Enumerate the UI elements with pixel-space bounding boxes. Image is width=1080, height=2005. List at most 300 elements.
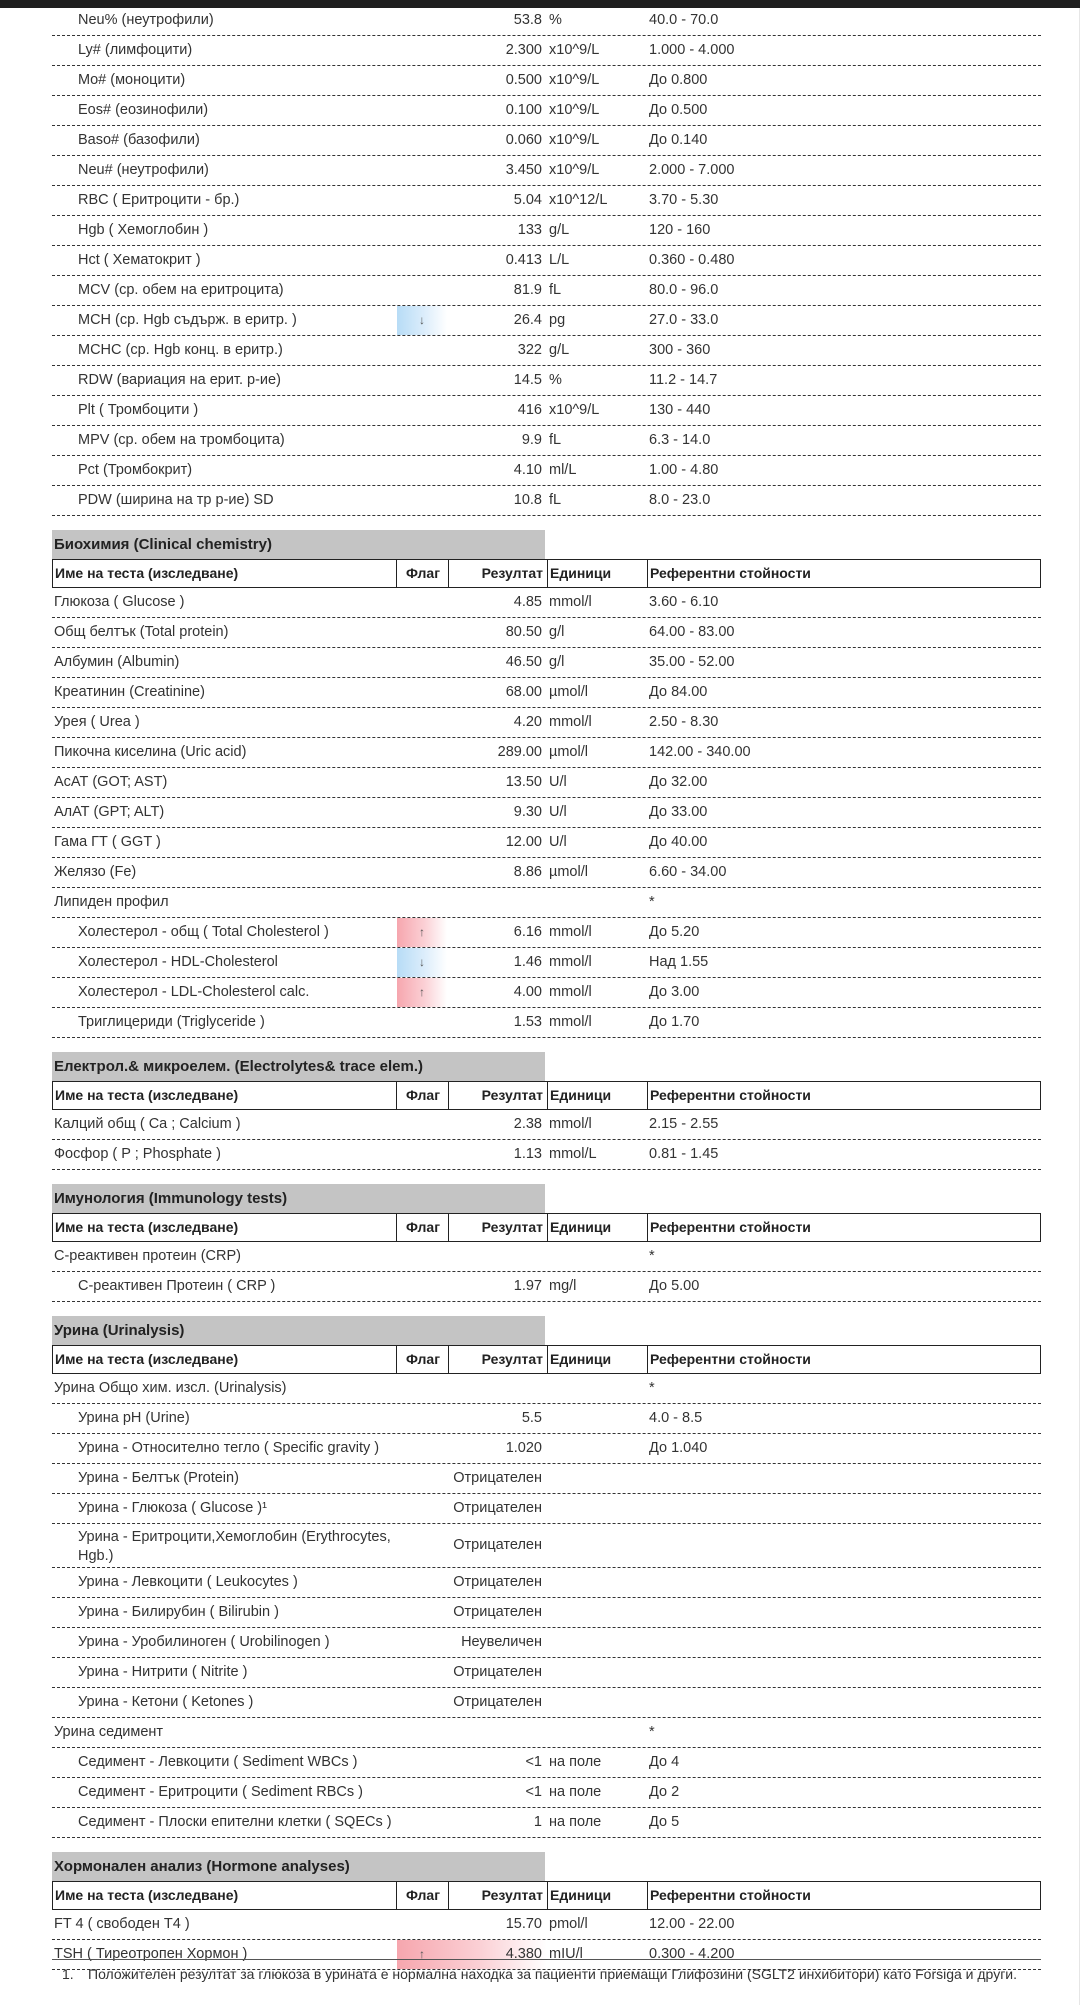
header-flag: Флаг xyxy=(405,1887,441,1903)
reference-range: 3.60 - 6.10 xyxy=(649,594,719,610)
table-row xyxy=(52,828,1041,858)
test-name: Урина - Нитрити ( Nitrite ) xyxy=(78,1664,248,1680)
result-value: 0.413 xyxy=(505,252,542,268)
header-name: Име на теста (изследване) xyxy=(55,1087,239,1103)
result-value: 1 xyxy=(533,1814,542,1830)
test-name: Урея ( Urea ) xyxy=(54,714,140,730)
result-unit: mmol/l xyxy=(549,984,592,1000)
flag-high-icon: ↑ xyxy=(397,918,447,947)
table-row xyxy=(52,426,1041,456)
test-name: АлАТ (GPT; ALT) xyxy=(54,804,165,820)
reference-range: * xyxy=(649,894,655,910)
result-unit: mIU/l xyxy=(549,1946,583,1962)
table-row xyxy=(52,1242,1041,1272)
footnote-divider xyxy=(52,1959,1041,1960)
reference-range: До 3.00 xyxy=(649,984,700,1000)
result-value: 8.86 xyxy=(513,864,542,880)
reference-range: 27.0 - 33.0 xyxy=(649,312,719,328)
column-divider xyxy=(547,1882,548,1909)
test-name: Урина Общо хим. изсл. (Urinalysis) xyxy=(54,1380,287,1396)
reference-range: 12.00 - 22.00 xyxy=(649,1916,735,1932)
reference-range: 0.81 - 1.45 xyxy=(649,1146,719,1162)
table-row xyxy=(52,276,1041,306)
table-row xyxy=(52,1748,1041,1778)
result-text: Отрицателен xyxy=(453,1694,542,1710)
table-row xyxy=(52,1494,1041,1524)
table-row xyxy=(52,768,1041,798)
result-value: 15.70 xyxy=(505,1916,542,1932)
reference-range: До 0.140 xyxy=(649,132,708,148)
result-value: 3.450 xyxy=(505,162,542,178)
result-value: 5.5 xyxy=(521,1410,542,1426)
reference-range: До 32.00 xyxy=(649,774,708,790)
result-unit: ml/L xyxy=(549,462,577,478)
header-unit: Единици xyxy=(550,565,612,581)
test-name: С-реактивен Протеин ( CRP ) xyxy=(78,1278,276,1294)
result-value: 1.020 xyxy=(505,1440,542,1456)
table-row xyxy=(52,1910,1041,1940)
column-divider xyxy=(647,1214,648,1241)
result-unit: µmol/l xyxy=(549,744,588,760)
section-title: Имунология (Immunology tests) xyxy=(52,1184,545,1213)
result-value: <1 xyxy=(525,1754,542,1770)
test-name: Седимент - Плоски епителни клетки ( SQECs ) xyxy=(78,1814,392,1830)
column-divider xyxy=(547,1214,548,1241)
table-header xyxy=(52,1081,1041,1110)
reference-range: 2.15 - 2.55 xyxy=(649,1116,719,1132)
column-divider xyxy=(448,1082,449,1109)
column-divider xyxy=(647,1082,648,1109)
test-name: Холестерол - LDL-Cholesterol calc. xyxy=(78,984,310,1000)
result-unit: µmol/l xyxy=(549,684,588,700)
result-unit: x10^9/L xyxy=(549,162,600,178)
table-row xyxy=(52,1524,1041,1568)
result-unit: mmol/l xyxy=(549,954,592,970)
table-row xyxy=(52,396,1041,426)
reference-range: Над 1.55 xyxy=(649,954,709,970)
test-name: Mo# (моноцити) xyxy=(78,72,186,88)
result-unit: fL xyxy=(549,432,562,448)
table-row xyxy=(52,858,1041,888)
reference-range: 0.300 - 4.200 xyxy=(649,1946,735,1962)
flag-low-icon: ↓ xyxy=(397,948,447,977)
result-value: 4.20 xyxy=(513,714,542,730)
test-name: Общ белтък (Total protein) xyxy=(54,624,229,640)
test-name: Урина - Еритроцити,Хемоглобин (Erythrocytes, Hgb.) xyxy=(78,1529,391,1564)
report-section xyxy=(52,1316,1041,1838)
test-name: Урина - Билирубин ( Bilirubin ) xyxy=(78,1604,279,1620)
result-value: 1.13 xyxy=(513,1146,542,1162)
reference-range: До 1.040 xyxy=(649,1440,708,1456)
report-section xyxy=(52,1184,1041,1302)
header-flag: Флаг xyxy=(405,1351,441,1367)
header-name: Име на теста (изследване) xyxy=(55,1219,239,1235)
reference-range: До 33.00 xyxy=(649,804,708,820)
test-name: Урина седимент xyxy=(54,1724,164,1740)
test-name: Холестерол - общ ( Total Cholesterol ) xyxy=(78,924,329,940)
test-name: MCV (ср. обем на еритроцита) xyxy=(78,282,284,298)
column-divider xyxy=(647,1882,648,1909)
table-row xyxy=(52,246,1041,276)
result-value: 4.00 xyxy=(513,984,542,1000)
table-row xyxy=(52,186,1041,216)
header-name: Име на теста (изследване) xyxy=(55,1887,239,1903)
test-name: Калций общ ( Ca ; Calcium ) xyxy=(54,1116,241,1132)
table-row xyxy=(52,1374,1041,1404)
table-row xyxy=(52,1140,1041,1170)
section-title: Урина (Urinalysis) xyxy=(52,1316,545,1345)
result-value: 6.16 xyxy=(513,924,542,940)
test-name: С-реактивен протеин (CRP) xyxy=(54,1248,241,1264)
header-unit: Единици xyxy=(550,1887,612,1903)
table-row xyxy=(52,66,1041,96)
result-text: Отрицателен xyxy=(453,1500,542,1516)
test-name: Албумин (Albumin) xyxy=(54,654,180,670)
result-unit: mg/l xyxy=(549,1278,577,1294)
result-value: 4.85 xyxy=(513,594,542,610)
reference-range: 2.000 - 7.000 xyxy=(649,162,735,178)
result-unit: на поле xyxy=(549,1814,602,1830)
header-result: Резултат xyxy=(481,565,543,581)
reference-range: До 84.00 xyxy=(649,684,708,700)
result-value: 1.97 xyxy=(513,1278,542,1294)
footnote-number: 1. xyxy=(62,1966,74,1982)
table-header xyxy=(52,1881,1041,1910)
result-value: 14.5 xyxy=(513,372,542,388)
result-value: 53.8 xyxy=(513,12,542,28)
header-unit: Единици xyxy=(550,1351,612,1367)
test-name: FT 4 ( свободен Т4 ) xyxy=(54,1916,190,1932)
result-value: 81.9 xyxy=(513,282,542,298)
result-unit: mmol/l xyxy=(549,594,592,610)
reference-range: 120 - 160 xyxy=(649,222,711,238)
result-value: 68.00 xyxy=(505,684,542,700)
table-row xyxy=(52,1688,1041,1718)
table-row xyxy=(52,1434,1041,1464)
result-value: 1.53 xyxy=(513,1014,542,1030)
column-divider xyxy=(547,560,548,587)
result-value: 416 xyxy=(517,402,542,418)
reference-range: 300 - 360 xyxy=(649,342,711,358)
header-ref: Референтни стойности xyxy=(650,1887,811,1903)
test-name: Глюкоза ( Glucose ) xyxy=(54,594,185,610)
table-row xyxy=(52,126,1041,156)
result-unit: pg xyxy=(549,312,566,328)
test-name: RBC ( Еритроцити - бр.) xyxy=(78,192,240,208)
result-value: 46.50 xyxy=(505,654,542,670)
test-name: Neu% (неутрофили) xyxy=(78,12,214,28)
result-text: Отрицателен xyxy=(453,1537,542,1553)
table-row xyxy=(52,486,1041,516)
result-value: 5.04 xyxy=(513,192,542,208)
test-name: Гама ГТ ( GGT ) xyxy=(54,834,161,850)
result-value: 80.50 xyxy=(505,624,542,640)
table-row xyxy=(52,738,1041,768)
table-header xyxy=(52,1345,1041,1374)
result-value: 1.46 xyxy=(513,954,542,970)
result-text: Отрицателен xyxy=(453,1664,542,1680)
result-value: 26.4 xyxy=(513,312,542,328)
reference-range: До 1.70 xyxy=(649,1014,700,1030)
column-divider xyxy=(396,1346,397,1373)
reference-range: 6.60 - 34.00 xyxy=(649,864,727,880)
table-row xyxy=(52,1272,1041,1302)
header-unit: Единици xyxy=(550,1219,612,1235)
reference-range: До 0.800 xyxy=(649,72,708,88)
flag-high-icon: ↑ xyxy=(397,978,447,1007)
result-unit: % xyxy=(549,372,562,388)
table-header xyxy=(52,1213,1041,1242)
table-row xyxy=(52,1404,1041,1434)
test-name: PDW (ширина на тр р-ие) SD xyxy=(78,492,274,508)
table-row xyxy=(52,336,1041,366)
header-ref: Референтни стойности xyxy=(650,565,811,581)
column-divider xyxy=(448,1882,449,1909)
test-name: Триглицериди (Triglyceride ) xyxy=(78,1014,265,1030)
header-name: Име на теста (изследване) xyxy=(55,1351,239,1367)
column-divider xyxy=(396,1082,397,1109)
result-value: 0.500 xyxy=(505,72,542,88)
reference-range: 0.360 - 0.480 xyxy=(649,252,735,268)
reference-range: 2.50 - 8.30 xyxy=(649,714,719,730)
table-row xyxy=(52,36,1041,66)
test-name: Желязо (Fe) xyxy=(54,864,137,880)
header-ref: Референтни стойности xyxy=(650,1219,811,1235)
column-divider xyxy=(396,1882,397,1909)
table-row xyxy=(52,6,1041,36)
test-name: Пикочна киселина (Uric acid) xyxy=(54,744,247,760)
reference-range: 142.00 - 340.00 xyxy=(649,744,751,760)
table-row xyxy=(52,1110,1041,1140)
test-name: Седимент - Левкоцити ( Sediment WBCs ) xyxy=(78,1754,358,1770)
column-divider xyxy=(647,560,648,587)
result-unit: x10^9/L xyxy=(549,402,600,418)
test-name: Eos# (еозинофили) xyxy=(78,102,209,118)
header-ref: Референтни стойности xyxy=(650,1351,811,1367)
result-unit: g/l xyxy=(549,624,565,640)
header-name: Име на теста (изследване) xyxy=(55,565,239,581)
report-section xyxy=(52,1052,1041,1170)
result-unit: mmol/l xyxy=(549,714,592,730)
header-unit: Единици xyxy=(550,1087,612,1103)
column-divider xyxy=(547,1346,548,1373)
result-value: 0.100 xyxy=(505,102,542,118)
result-unit: pmol/l xyxy=(549,1916,588,1932)
reference-range: 6.3 - 14.0 xyxy=(649,432,711,448)
test-name: MCHC (ср. Hgb конц. в еритр.) xyxy=(78,342,283,358)
test-name: RDW (вариация на ерит. р-ие) xyxy=(78,372,281,388)
result-value: 289.00 xyxy=(497,744,542,760)
reference-range: До 5.20 xyxy=(649,924,700,940)
flag-low-icon: ↓ xyxy=(397,306,447,335)
table-row xyxy=(52,1464,1041,1494)
reference-range: 11.2 - 14.7 xyxy=(649,372,718,388)
result-unit: U/l xyxy=(549,834,567,850)
test-name: Фосфор ( P ; Phosphate ) xyxy=(54,1146,221,1162)
reference-range: 1.00 - 4.80 xyxy=(649,462,719,478)
result-unit: % xyxy=(549,12,562,28)
header-result: Резултат xyxy=(481,1219,543,1235)
column-divider xyxy=(547,1082,548,1109)
result-unit: U/l xyxy=(549,774,567,790)
reference-range: 4.0 - 8.5 xyxy=(649,1410,703,1426)
table-row xyxy=(52,1008,1041,1038)
test-name: АсАТ (GOT; AST) xyxy=(54,774,168,790)
table-row xyxy=(52,978,1041,1008)
result-unit: fL xyxy=(549,492,562,508)
result-unit: x10^12/L xyxy=(549,192,608,208)
result-value: 2.300 xyxy=(505,42,542,58)
result-unit: L/L xyxy=(549,252,570,268)
result-unit: x10^9/L xyxy=(549,102,600,118)
reference-range: * xyxy=(649,1724,655,1740)
result-value: 2.38 xyxy=(513,1116,542,1132)
test-name: Урина pH (Urine) xyxy=(78,1410,190,1426)
test-name: Креатинин (Creatinine) xyxy=(54,684,205,700)
table-row xyxy=(52,1808,1041,1838)
test-name: TSH ( Тиреотропен Хормон ) xyxy=(54,1946,248,1962)
table-row xyxy=(52,1778,1041,1808)
result-unit: x10^9/L xyxy=(549,132,600,148)
flag-high-icon: ↑ xyxy=(397,1940,547,1969)
reference-range: До 40.00 xyxy=(649,834,708,850)
result-value: 4.380 xyxy=(505,1946,542,1962)
reference-range: До 5.00 xyxy=(649,1278,700,1294)
test-name: Холестерол - HDL-Cholesterol xyxy=(78,954,278,970)
reference-range: * xyxy=(649,1380,655,1396)
header-result: Резултат xyxy=(481,1887,543,1903)
table-row xyxy=(52,456,1041,486)
column-divider xyxy=(448,1346,449,1373)
result-unit: mmol/L xyxy=(549,1146,597,1162)
result-unit: на поле xyxy=(549,1754,602,1770)
reference-range: 130 - 440 xyxy=(649,402,711,418)
result-unit: на поле xyxy=(549,1784,602,1800)
test-name: Ly# (лимфоцити) xyxy=(78,42,193,58)
header-ref: Референтни стойности xyxy=(650,1087,811,1103)
test-name: Hgb ( Хемоглобин ) xyxy=(78,222,209,238)
table-row xyxy=(52,156,1041,186)
result-unit: mmol/l xyxy=(549,1116,592,1132)
test-name: MCH (ср. Hgb съдърж. в еритр. ) xyxy=(78,312,297,328)
reference-range: 3.70 - 5.30 xyxy=(649,192,719,208)
test-name: Урина - Кетони ( Ketones ) xyxy=(78,1694,254,1710)
test-name: Урина - Относително тегло ( Specific gravity ) xyxy=(78,1440,380,1456)
reference-range: 40.0 - 70.0 xyxy=(649,12,719,28)
table-row xyxy=(52,1628,1041,1658)
table-row xyxy=(52,618,1041,648)
result-value: 9.30 xyxy=(513,804,542,820)
reference-range: 8.0 - 23.0 xyxy=(649,492,711,508)
result-unit: g/L xyxy=(549,342,570,358)
result-value: 4.10 xyxy=(513,462,542,478)
column-divider xyxy=(396,560,397,587)
reference-range: * xyxy=(649,1248,655,1264)
result-value: <1 xyxy=(525,1784,542,1800)
test-name: Урина - Глюкоза ( Glucose )¹ xyxy=(78,1500,267,1516)
header-result: Резултат xyxy=(481,1351,543,1367)
section-title: Хормонален анализ (Hormone analyses) xyxy=(52,1852,545,1881)
result-text: Отрицателен xyxy=(453,1604,542,1620)
result-unit: µmol/l xyxy=(549,864,588,880)
table-row xyxy=(52,306,1041,336)
result-value: 0.060 xyxy=(505,132,542,148)
table-row xyxy=(52,1598,1041,1628)
column-divider xyxy=(448,1214,449,1241)
result-text: Неувеличен xyxy=(461,1634,542,1650)
header-result: Резултат xyxy=(481,1087,543,1103)
table-row xyxy=(52,1568,1041,1598)
result-value: 9.9 xyxy=(521,432,542,448)
table-row xyxy=(52,1658,1041,1688)
report-section xyxy=(52,530,1041,1038)
result-text: Отрицателен xyxy=(453,1574,542,1590)
test-name: Neu# (неутрофили) xyxy=(78,162,209,178)
reference-range: До 5 xyxy=(649,1814,680,1830)
result-value: 133 xyxy=(517,222,542,238)
reference-range: До 0.500 xyxy=(649,102,708,118)
test-name: Baso# (базофили) xyxy=(78,132,200,148)
table-row xyxy=(52,948,1041,978)
table-row xyxy=(52,888,1041,918)
footnote xyxy=(62,1966,1017,1982)
test-name: Седимент - Еритроцити ( Sediment RBCs ) xyxy=(78,1784,363,1800)
test-name: Урина - Белтък (Protein) xyxy=(78,1470,239,1486)
report-section xyxy=(52,1852,1041,1970)
test-name: Pct (Тромбокрит) xyxy=(78,462,193,478)
result-unit: U/l xyxy=(549,804,567,820)
table-row xyxy=(52,708,1041,738)
table-row xyxy=(52,96,1041,126)
table-row xyxy=(52,1718,1041,1748)
result-unit: x10^9/L xyxy=(549,72,600,88)
table-header xyxy=(52,559,1041,588)
test-name: Урина - Уробилиноген ( Urobilinogen ) xyxy=(78,1634,330,1650)
reference-range: 35.00 - 52.00 xyxy=(649,654,735,670)
lab-report xyxy=(52,6,1041,1970)
result-value: 12.00 xyxy=(505,834,542,850)
table-row xyxy=(52,216,1041,246)
table-row xyxy=(52,678,1041,708)
reference-range: 1.000 - 4.000 xyxy=(649,42,735,58)
reference-range: До 2 xyxy=(649,1784,680,1800)
reference-range: До 4 xyxy=(649,1754,680,1770)
result-value: 10.8 xyxy=(513,492,542,508)
result-unit: g/l xyxy=(549,654,565,670)
result-text: Отрицателен xyxy=(453,1470,542,1486)
reference-range: 80.0 - 96.0 xyxy=(649,282,719,298)
section-title: Биохимия (Clinical chemistry) xyxy=(52,530,545,559)
test-name: Липиден профил xyxy=(54,894,169,910)
column-divider xyxy=(647,1346,648,1373)
column-divider xyxy=(396,1214,397,1241)
test-name: Урина - Левкоцити ( Leukocytes ) xyxy=(78,1574,298,1590)
reference-range: 64.00 - 83.00 xyxy=(649,624,735,640)
header-flag: Флаг xyxy=(405,565,441,581)
table-row xyxy=(52,918,1041,948)
table-row xyxy=(52,798,1041,828)
footnote-text: Положителен резултат за глюкоза в урината е нормална находка за пациенти приемащи Глифозини (SGLT2 инхибитори) като Forsiga и други. xyxy=(88,1966,1018,1982)
result-unit: mmol/l xyxy=(549,924,592,940)
result-unit: fL xyxy=(549,282,562,298)
result-unit: x10^9/L xyxy=(549,42,600,58)
result-unit: mmol/l xyxy=(549,1014,592,1030)
result-unit: g/L xyxy=(549,222,570,238)
table-row xyxy=(52,648,1041,678)
section-title: Електрол.& микроелем. (Electrolytes& trace elem.) xyxy=(52,1052,545,1081)
header-flag: Флаг xyxy=(405,1219,441,1235)
result-value: 322 xyxy=(517,342,542,358)
